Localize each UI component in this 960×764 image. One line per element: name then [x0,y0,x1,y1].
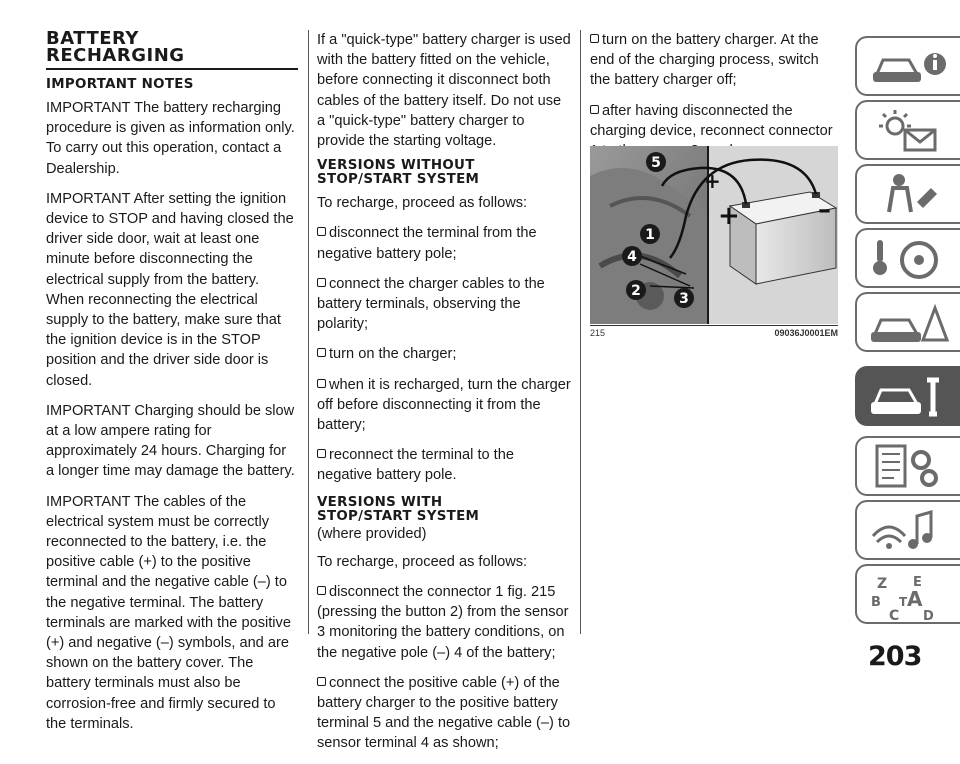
section-title: BATTERY RECHARGING [46,28,185,66]
bullet-icon [317,227,326,236]
tab-technical-data[interactable] [855,436,960,496]
tab-lights-warning[interactable] [855,100,960,160]
bullet-icon [317,677,326,686]
tab-emergency[interactable] [855,292,960,352]
figure-number: 215 [590,328,606,338]
callout-1 [640,224,660,244]
svg-text:5: 5 [651,155,661,171]
plus-sign: + [718,201,740,231]
battery-illustration [590,146,838,324]
list-item: connect the positive cable (+) of the battery charger to the positive battery terminal 5 and the negative cable (–) to sensor terminal 4 as shown; [317,674,571,752]
column-divider [580,30,581,634]
important-notes-heading: IMPORTANT NOTES [46,77,194,92]
tab-safety[interactable] [855,164,960,224]
lights-warning-icon [869,108,949,154]
callout-2 [626,280,646,300]
list-item: reconnect the terminal to the negative battery pole. [317,447,514,484]
callout-4 [622,246,642,266]
tab-car-info[interactable] [855,36,960,96]
svg-text:C: C [889,608,900,622]
bullet-icon [590,105,599,114]
column-divider [308,30,309,634]
technical-data-icon [869,444,949,490]
tab-servicing-maintenance[interactable] [855,366,960,426]
list-item: disconnect the terminal from the negative battery pole; [317,225,537,262]
battery-figure [590,146,838,324]
versions-with-heading: VERSIONS WITH STOP/START SYSTEM [317,494,480,524]
tab-index[interactable] [855,564,960,624]
svg-text:1: 1 [645,227,655,243]
middle-column [317,30,572,764]
svg-text:D: D [923,609,934,622]
svg-text:B: B [871,595,881,610]
emergency-car-icon [869,300,949,346]
bullet-icon [317,348,326,357]
bullet-icon [317,449,326,458]
svg-text:3: 3 [679,291,689,307]
callout-3 [674,288,694,308]
list-item: after having disconnected the charging device, reconnect connector [590,102,833,139]
paragraph: IMPORTANT The battery recharging procedure is given as information only. To carry out this operation, contact a Dealership. [46,100,295,177]
chapter-tabs [855,0,960,678]
figure-caption [590,325,838,338]
proceed-text: To recharge, proceed as follows: [317,195,528,212]
left-column [46,30,298,744]
paragraph: IMPORTANT Charging should be slow at a low ampere rating for approximately 24 hours. Charging for a longer time may damage the battery. [46,402,295,480]
svg-text:2: 2 [631,283,641,299]
car-info-icon [869,44,949,90]
list-item: turn on the battery charger. At the end of the charging process, switch the battery charger off; [590,32,819,89]
callout-5 [646,152,666,172]
paragraph: IMPORTANT The cables of the electrical system must be correctly reconnected to the battery, i.e. the positive cable (+) to the positive terminal and the negative cable (–) to the negative terminal. The battery terminals are marked with the positive (+) and negative (–) symbols, and are shown on the battery cover. The battery terminals must also be corrosion-free and firmly secured to the terminals. [46,493,291,732]
list-item: when it is recharged, turn the charger off before disconnecting it from the battery; [317,376,571,434]
steering-wheel-key-icon [869,236,949,282]
svg-text:T: T [899,595,908,609]
proceed-text: To recharge, proceed as follows: [317,553,528,570]
bullet-icon [317,379,326,388]
figure-code: 09036J0001EM [774,328,838,338]
where-provided-text: (where provided) [317,525,427,542]
index-letters-icon [869,572,949,622]
quick-charger-paragraph: If a "quick-type" battery charger is used with the battery fitted on the vehicle, before connecting it disconnect both cables of the battery itself. Do not use a "quick-type" battery charger to provide the starting voltage. [317,32,571,150]
page-number: 203 [868,641,922,672]
tab-starting-driving[interactable] [855,228,960,288]
bullet-icon [590,34,599,43]
paragraph: IMPORTANT After setting the ignition device to STOP and having closed the driver side door, wait at least one minute before disconnecting the electrical supply from the battery. When reconnecting the electrical supply to the battery, make sure that the ignition device is in the STOP position and the driver side door is closed. [46,190,294,389]
list-item: turn on the charger; [317,344,572,364]
svg-text:E: E [913,575,922,590]
multimedia-icon [869,508,949,554]
plus-sign: + [704,169,721,193]
safety-seat-icon [869,172,949,218]
title-rule [46,68,298,70]
bullet-icon [317,278,326,287]
tab-multimedia[interactable] [855,500,960,560]
svg-text:4: 4 [627,249,637,265]
minus-sign: – [818,195,831,225]
svg-text:Z: Z [877,576,888,592]
list-item: connect the charger cables to the battery terminals, observing the polarity; [317,275,545,333]
car-maintenance-icon [869,374,949,420]
bullet-icon [317,586,326,595]
versions-without-heading: VERSIONS WITHOUT STOP/START SYSTEM [317,158,480,188]
list-item: disconnect the connector 1 fig. 215 (pressing the button 2) from the sensor 3 monitoring the battery conditions, on the negative pole (–) 4 of the battery; [317,584,569,661]
svg-text:A: A [907,587,923,611]
